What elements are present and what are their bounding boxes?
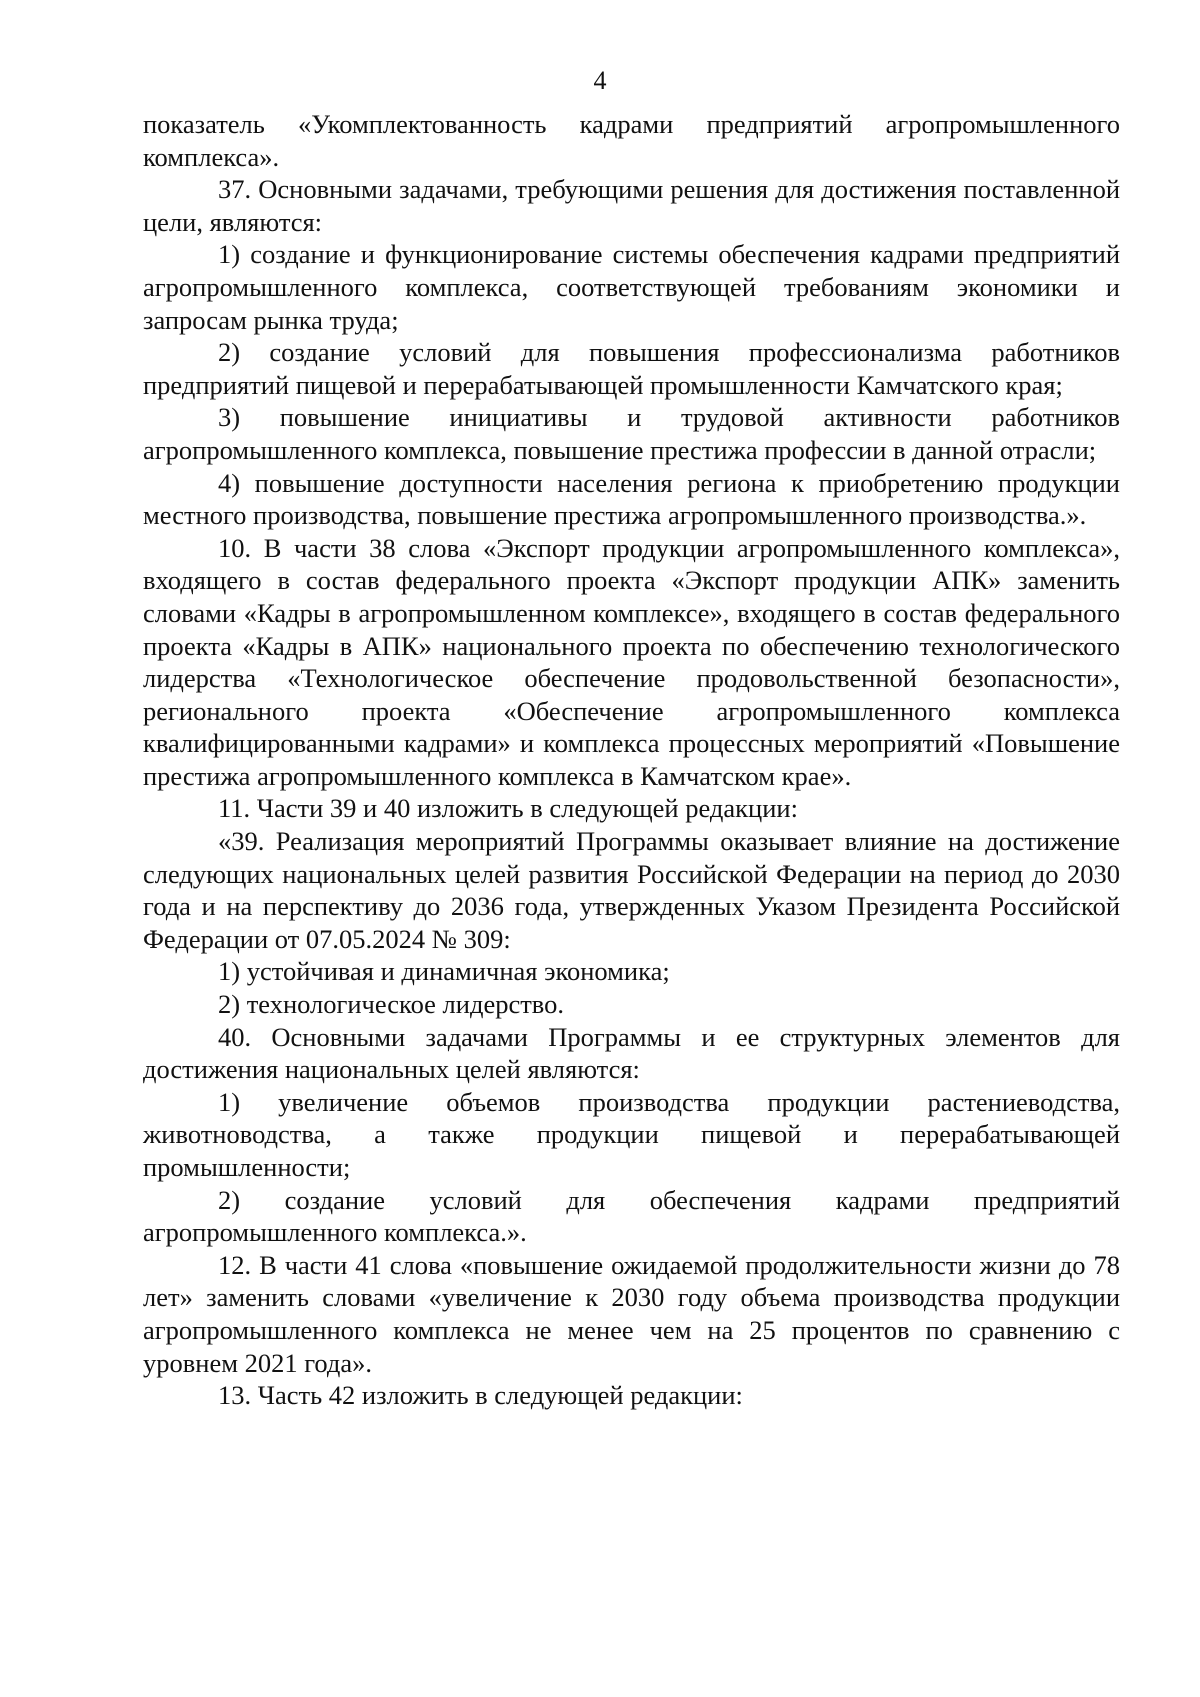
paragraph-item-11: 11. Части 39 и 40 изложить в следующей редакции: xyxy=(218,793,798,824)
paragraph-item-10: 10. В части 38 слова «Экспорт продукции агропромышленного комплекса», входящего в состав федерального проекта «Экспорт продукции АПК» заменить словами «Кадры в агропромышленном комплексе», входящего в состав федерального проекта «Кадры в АПК» национального проекта по обеспечению технологического лидерства «Технологическое обеспечение продовольственной безопасности», регионального проекта «Обеспечение агропромышленного комплекса квалифицированными кадрами» и комплекса процессных мероприятий «Повышение престижа агропромышленного комплекса в Камчатском крае». xyxy=(143,532,1120,791)
list-item-37-4: 4) повышение доступности населения региона к приобретению продукции местного производства, повышение престижа агропромышленного производства.». xyxy=(143,467,1120,531)
paragraph-item-13: 13. Часть 42 изложить в следующей редакции: xyxy=(218,1380,743,1411)
list-item-37-3: 3) повышение инициативы и трудовой активности работников агропромышленного комплекса, повышение престижа профессии в данной отрасли; xyxy=(143,402,1120,465)
paragraph-item-37: 37. Основными задачами, требующими решения для достижения поставленной цели, являются: xyxy=(143,174,1120,237)
list-item-40-1: 1) увеличение объемов производства продукции растениеводства, животноводства, а также продукции пищевой и перерабатывающей промышленности; xyxy=(143,1086,1120,1182)
list-item-37-1: 1) создание и функционирование системы обеспечения кадрами предприятий агропромышленного комплекса, соответствующей требованиям экономики и запросам рынка труда; xyxy=(143,239,1120,335)
list-item-40-2: 2) создание условий для обеспечения кадрами предприятий агропромышленного комплекса.». xyxy=(143,1184,1120,1248)
paragraph-item-39: «39. Реализация мероприятий Программы оказывает влияние на достижение следующих национальных целей развития Российской Федерации на период до 2030 года и на перспективу до 2036 года, утвержденных Указом Президента Российской Федерации от 07.05.2024 № 309: xyxy=(143,826,1120,954)
paragraph-item-40: 40. Основными задачами Программы и ее структурных элементов для достижения национальных целей являются: xyxy=(143,1021,1120,1085)
paragraph-item-12: 12. В части 41 слова «повышение ожидаемой продолжительности жизни до 78 лет» заменить словами «увеличение к 2030 году объема производства продукции агропромышленного комплекса не менее чем на 25 процентов по сравнению с уровнем 2021 года». xyxy=(143,1249,1120,1378)
document-body xyxy=(143,108,1120,1412)
page-number: 4 xyxy=(593,66,607,95)
list-item-39-1: 1) устойчивая и динамичная экономика; xyxy=(218,956,670,987)
list-item-39-2: 2) технологическое лидерство. xyxy=(218,989,565,1020)
paragraph-continuation: показатель «Укомплектованность кадрами предприятий агропромышленного комплекса». xyxy=(143,109,1120,172)
list-item-37-2: 2) создание условий для повышения профессионализма работников предприятий пищевой и перерабатывающей промышленности Камчатского края; xyxy=(143,337,1120,400)
